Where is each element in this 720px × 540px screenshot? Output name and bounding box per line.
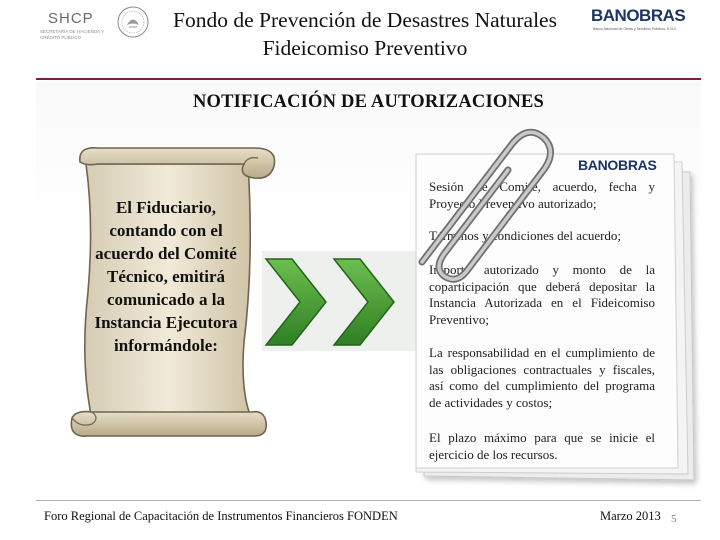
header-subtitle: Fideicomiso Preventivo (262, 36, 468, 60)
scroll-text: El Fiduciario, contando con el acuerdo del Comité Técnico, emitirá comunicado a la Instancia Ejecutora informándole: (94, 198, 238, 355)
list-item: El plazo máximo para que se inicie el ejercicio de los recursos. (429, 430, 655, 462)
shcp-logo (36, 8, 116, 52)
footer-divider (36, 500, 701, 501)
banobras-name: BANOBRAS (591, 6, 686, 25)
list-item: La responsabilidad en el cumplimiento de las obligaciones contractuales y fiscales, así como del cumplimiento del programa de actividades y costos; (429, 345, 655, 410)
footer-date: Marzo 2013 (600, 509, 661, 523)
header-divider (36, 78, 701, 80)
shcp-subtitle: SECRETARÍA DE HACIENDA Y CRÉDITO PÚBLICO (40, 29, 105, 40)
paper-brand-logo: BANOBRAS (578, 157, 657, 173)
paperclip-icon (400, 112, 560, 284)
list-item: Importe autorizado y monto de la coparticipación que deberá depositar la Instancia Autorizada en el Fideicomiso Preventivo; (429, 262, 655, 327)
chevron-right-icon (334, 259, 394, 345)
page-number: 5 (671, 513, 677, 525)
banobras-tagline: Banco Nacional de Obras y Servicios Públicos, S.N.C. (593, 27, 678, 31)
list-item: Términos y condiciones del acuerdo; (429, 228, 622, 243)
footer-event-name: Foro Regional de Capacitación de Instrumentos Financieros FONDEN (44, 509, 398, 523)
header-title: Fondo de Prevención de Desastres Naturales (173, 8, 557, 32)
national-seal-icon (116, 5, 150, 39)
list-item: Sesión de Comité, acuerdo, fecha y Proyecto Preventivo autorizado; (429, 179, 655, 211)
slide-title: NOTIFICACIÓN DE AUTORIZACIONES (192, 92, 545, 112)
shcp-name: SHCP (48, 10, 94, 27)
banobras-logo (591, 5, 691, 45)
chevron-right-icon (266, 259, 326, 345)
